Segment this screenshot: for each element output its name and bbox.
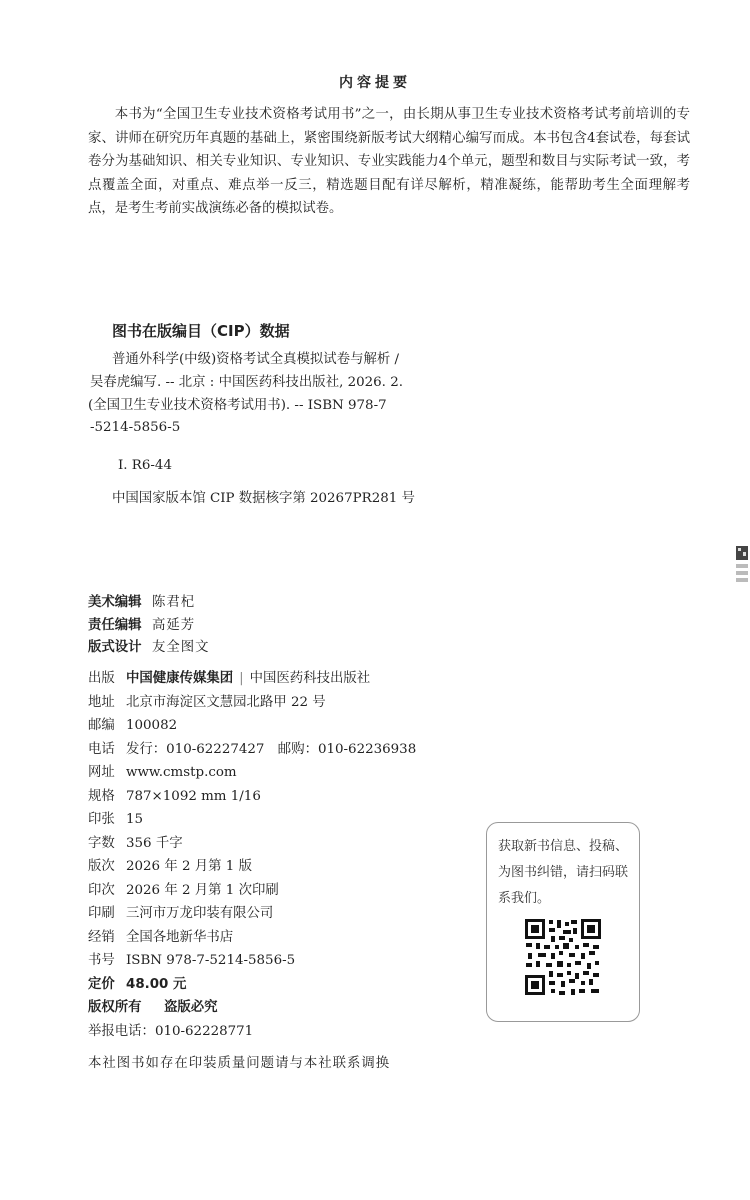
pub-label: 印次	[88, 882, 115, 898]
summary-title: 内容提要	[339, 75, 411, 91]
credit-value: 友全图文	[152, 640, 210, 655]
cip-line: (全国卫生专业技术资格考试用书). -- ISBN 978-7	[88, 398, 387, 413]
summary-body: 本书为“全国卫生专业技术资格考试用书”之一，由长期从事卫生专业技术资格考试考前培训的专家、讲师在研究历年真题的基础上，紧密围绕新版考试大纲精心编写而成。本书包含4套试卷，每套试卷分为基础知识、相关专业知识、专业知识、专业实践能力4个单元，题型和数目与实际考试一致，考点覆盖全面，对重点、难点举一反三，精选题目配有详尽解析，精准凝练，能帮助考生全面理解考点，是考生考前实战演练必备的模拟试卷。	[88, 107, 690, 216]
pub-row	[88, 714, 416, 738]
pub-value: 356 千字	[126, 835, 183, 851]
pub-label: 版次	[88, 859, 115, 874]
pub-row	[88, 738, 416, 762]
copyright-row	[88, 996, 416, 1020]
pub-row	[88, 691, 416, 715]
publisher-separator: |	[239, 671, 244, 686]
pub-value: 15	[126, 812, 144, 827]
pub-label: 电话	[88, 741, 115, 757]
pub-row	[88, 832, 416, 856]
pub-label: 出版	[88, 671, 115, 686]
qr-code-icon[interactable]	[524, 918, 602, 996]
cip-classification: Ⅰ. R6-44	[118, 458, 172, 473]
pub-label: 印刷	[88, 906, 115, 921]
qr-card-text: 获取新书信息、投稿、为图书纠错，请扫码联系我们。	[498, 839, 629, 906]
credit-label: 美术编辑	[88, 595, 142, 610]
pub-row	[88, 808, 416, 832]
pub-label: 规格	[88, 788, 115, 804]
credit-label: 责任编辑	[88, 617, 142, 633]
pub-row	[88, 926, 416, 950]
pub-label: 字数	[88, 835, 115, 851]
pub-label: 书号	[88, 953, 115, 968]
pub-label: 印张	[88, 812, 115, 827]
cip-heading: 图书在版编目（CIP）数据	[112, 322, 290, 340]
pub-value: 全国各地新华书店	[126, 929, 234, 945]
cip-line: 吴春虎编写. -- 北京 : 中国医药科技出版社, 2026. 2.	[90, 375, 403, 390]
cip-line: -5214-5856-5	[90, 420, 181, 435]
report-row	[88, 1020, 416, 1044]
pub-row	[88, 761, 416, 785]
pub-value: 2026 年 2 月第 1 次印刷	[126, 882, 279, 898]
price-row	[88, 973, 416, 997]
copyright-value: 盗版必究	[164, 1000, 218, 1015]
pub-label: 地址	[88, 694, 115, 710]
cip-record-number: 中国国家版本馆 CIP 数据核字第 20267PR281 号	[112, 491, 415, 506]
pub-label: 经销	[88, 929, 115, 945]
report-label: 举报电话：	[88, 1023, 155, 1039]
pub-row	[88, 855, 416, 879]
credits-list	[88, 592, 210, 660]
report-value: 010-62228771	[154, 1023, 254, 1039]
price-label: 定价	[88, 976, 115, 992]
publisher-row	[88, 667, 416, 691]
publisher-name: 中国医药科技出版社	[249, 671, 371, 686]
pub-label: 邮编	[88, 718, 115, 733]
pub-row	[88, 879, 416, 903]
pub-value: 三河市万龙印装有限公司	[126, 906, 274, 921]
credit-value: 陈君杞	[152, 595, 196, 610]
credit-label: 版式设计	[88, 640, 142, 655]
publication-info	[88, 667, 416, 1043]
pub-label: 网址	[88, 765, 115, 780]
price-value: 48.00 元	[126, 976, 187, 992]
pub-value: 发行：010-62227427 邮购：010-62236938	[126, 741, 417, 757]
cip-isbn-continuation	[90, 416, 180, 439]
pub-value: www.cmstp.com	[126, 765, 237, 780]
cip-catalog-entry	[88, 348, 403, 417]
credit-row	[88, 592, 210, 615]
cip-line: 普通外科学(中级)资格考试全真模拟试卷与解析 /	[112, 352, 400, 367]
pub-value: 100082	[126, 718, 178, 733]
pub-value: ISBN 978-7-5214-5856-5	[126, 953, 296, 968]
pub-row	[88, 902, 416, 926]
credit-value: 高延芳	[152, 617, 196, 633]
publisher-group: 中国健康传媒集团	[126, 671, 234, 686]
pub-value: 2026 年 2 月第 1 版	[126, 859, 252, 874]
credit-row	[88, 615, 210, 638]
pub-value: 787×1092 mm 1/16	[126, 788, 261, 804]
pub-value: 北京市海淀区文慧园北路甲 22 号	[126, 694, 326, 710]
pub-row	[88, 785, 416, 809]
quality-notice: 本社图书如存在印装质量问题请与本社联系调换	[88, 1056, 391, 1071]
pub-row	[88, 949, 416, 973]
copyright-label: 版权所有	[88, 1000, 142, 1015]
barcode-edge-icon	[735, 546, 749, 586]
credit-row	[88, 637, 210, 660]
